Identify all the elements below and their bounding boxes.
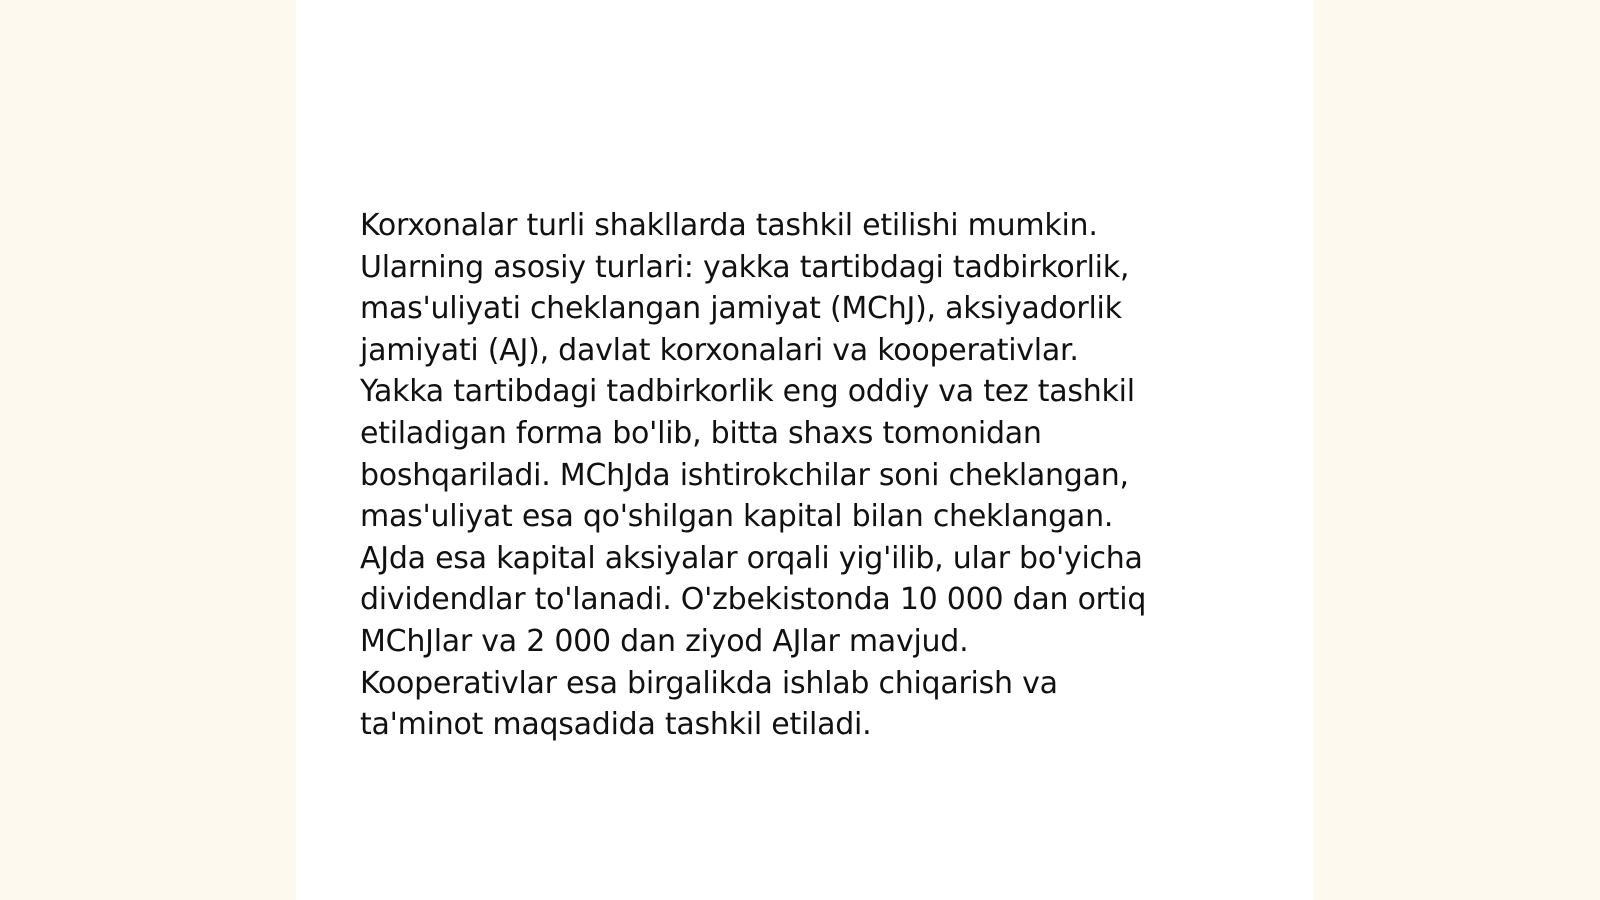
text-line: MChJlar va 2 000 dan ziyod AJlar mavjud. [360, 623, 969, 659]
text-line: AJda esa kapital aksiyalar orqali yig'ilib, ular bo'yicha [360, 540, 1143, 576]
body-paragraph [360, 205, 1260, 746]
text-line: Ularning asosiy turlari: yakka tartibdagi tadbirkorlik, [360, 249, 1130, 285]
text-line: ta'minot maqsadida tashkil etiladi. [360, 707, 872, 743]
text-line: etiladigan forma bo'lib, bitta shaxs tomonidan [360, 415, 1042, 451]
text-line: mas'uliyati cheklangan jamiyat (MChJ), aksiyadorlik [360, 291, 1122, 327]
text-line: Yakka tartibdagi tadbirkorlik eng oddiy va tez tashkil [360, 374, 1135, 410]
text-line: jamiyati (AJ), davlat korxonalari va kooperativlar. [360, 332, 1079, 368]
text-line: boshqariladi. MChJda ishtirokchilar soni cheklangan, [360, 457, 1129, 493]
text-line: Kooperativlar esa birgalikda ishlab chiqarish va [360, 665, 1058, 701]
document-page [296, 0, 1314, 900]
text-line: Korxonalar turli shakllarda tashkil etilishi mumkin. [360, 208, 1098, 243]
text-line: mas'uliyat esa qo'shilgan kapital bilan cheklangan. [360, 499, 1114, 535]
text-line: dividendlar to'lanadi. O'zbekistonda 10 000 dan ortiq [360, 582, 1147, 618]
